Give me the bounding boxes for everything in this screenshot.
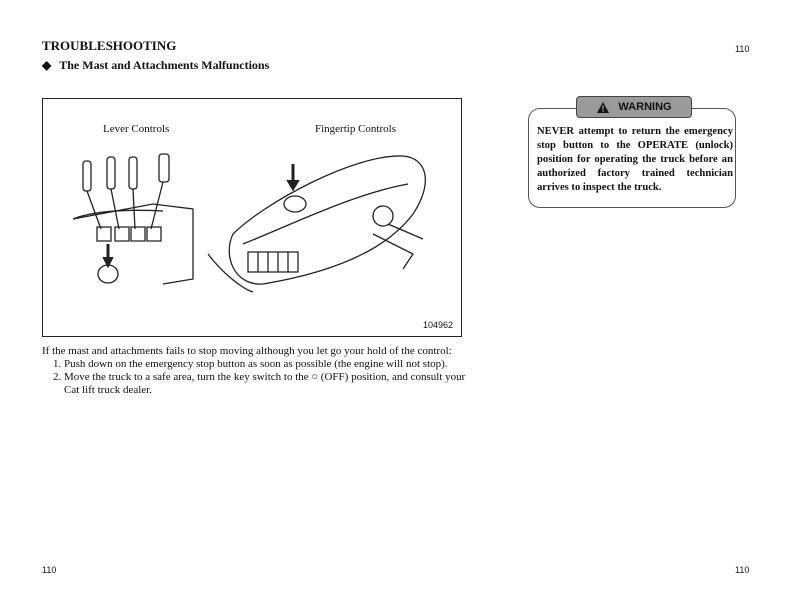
lever-controls-caption: Lever Controls — [103, 123, 170, 135]
warning-title: WARNING — [618, 101, 672, 113]
figure-box — [42, 98, 462, 337]
warning-text: NEVER attempt to return the emergency stop button to the OPERATE (unlock) position for operating the truck before an authorized factory trained technician arrives to inspect the truck. — [537, 126, 733, 193]
lever-handles — [83, 154, 169, 241]
page-number-top: 110 — [735, 44, 750, 54]
warning-header — [576, 96, 692, 118]
warning-triangle-icon — [596, 101, 610, 114]
fingertip-controls-illustration — [203, 144, 453, 304]
step-item: 1. Push down on the emergency stop button as soon as possible (the engine will not stop). — [64, 358, 482, 371]
fingertip-controls-caption: Fingertip Controls — [315, 123, 396, 135]
page-number-left: 110 — [42, 565, 57, 575]
lever-controls-illustration — [63, 149, 223, 299]
step-item: 2. Move the truck to a safe area, turn the key switch to the ○ (OFF) position, and consult your Cat lift truck dealer. — [64, 371, 482, 397]
page-number-right: 110 — [735, 565, 750, 575]
instructions — [42, 345, 482, 397]
emergency-stop-button — [284, 196, 306, 212]
subsection-title — [42, 58, 269, 73]
subsection-label: The Mast and Attachments Malfunctions — [59, 58, 270, 72]
figure-number: 104962 — [422, 320, 453, 330]
steps-list — [42, 358, 482, 397]
intro-text: If the mast and attachments fails to stop moving although you let go your hold of the control: — [42, 345, 452, 357]
diamond-bullet-icon: ◆ — [42, 58, 52, 72]
section-title: TROUBLESHOOTING — [42, 38, 177, 53]
